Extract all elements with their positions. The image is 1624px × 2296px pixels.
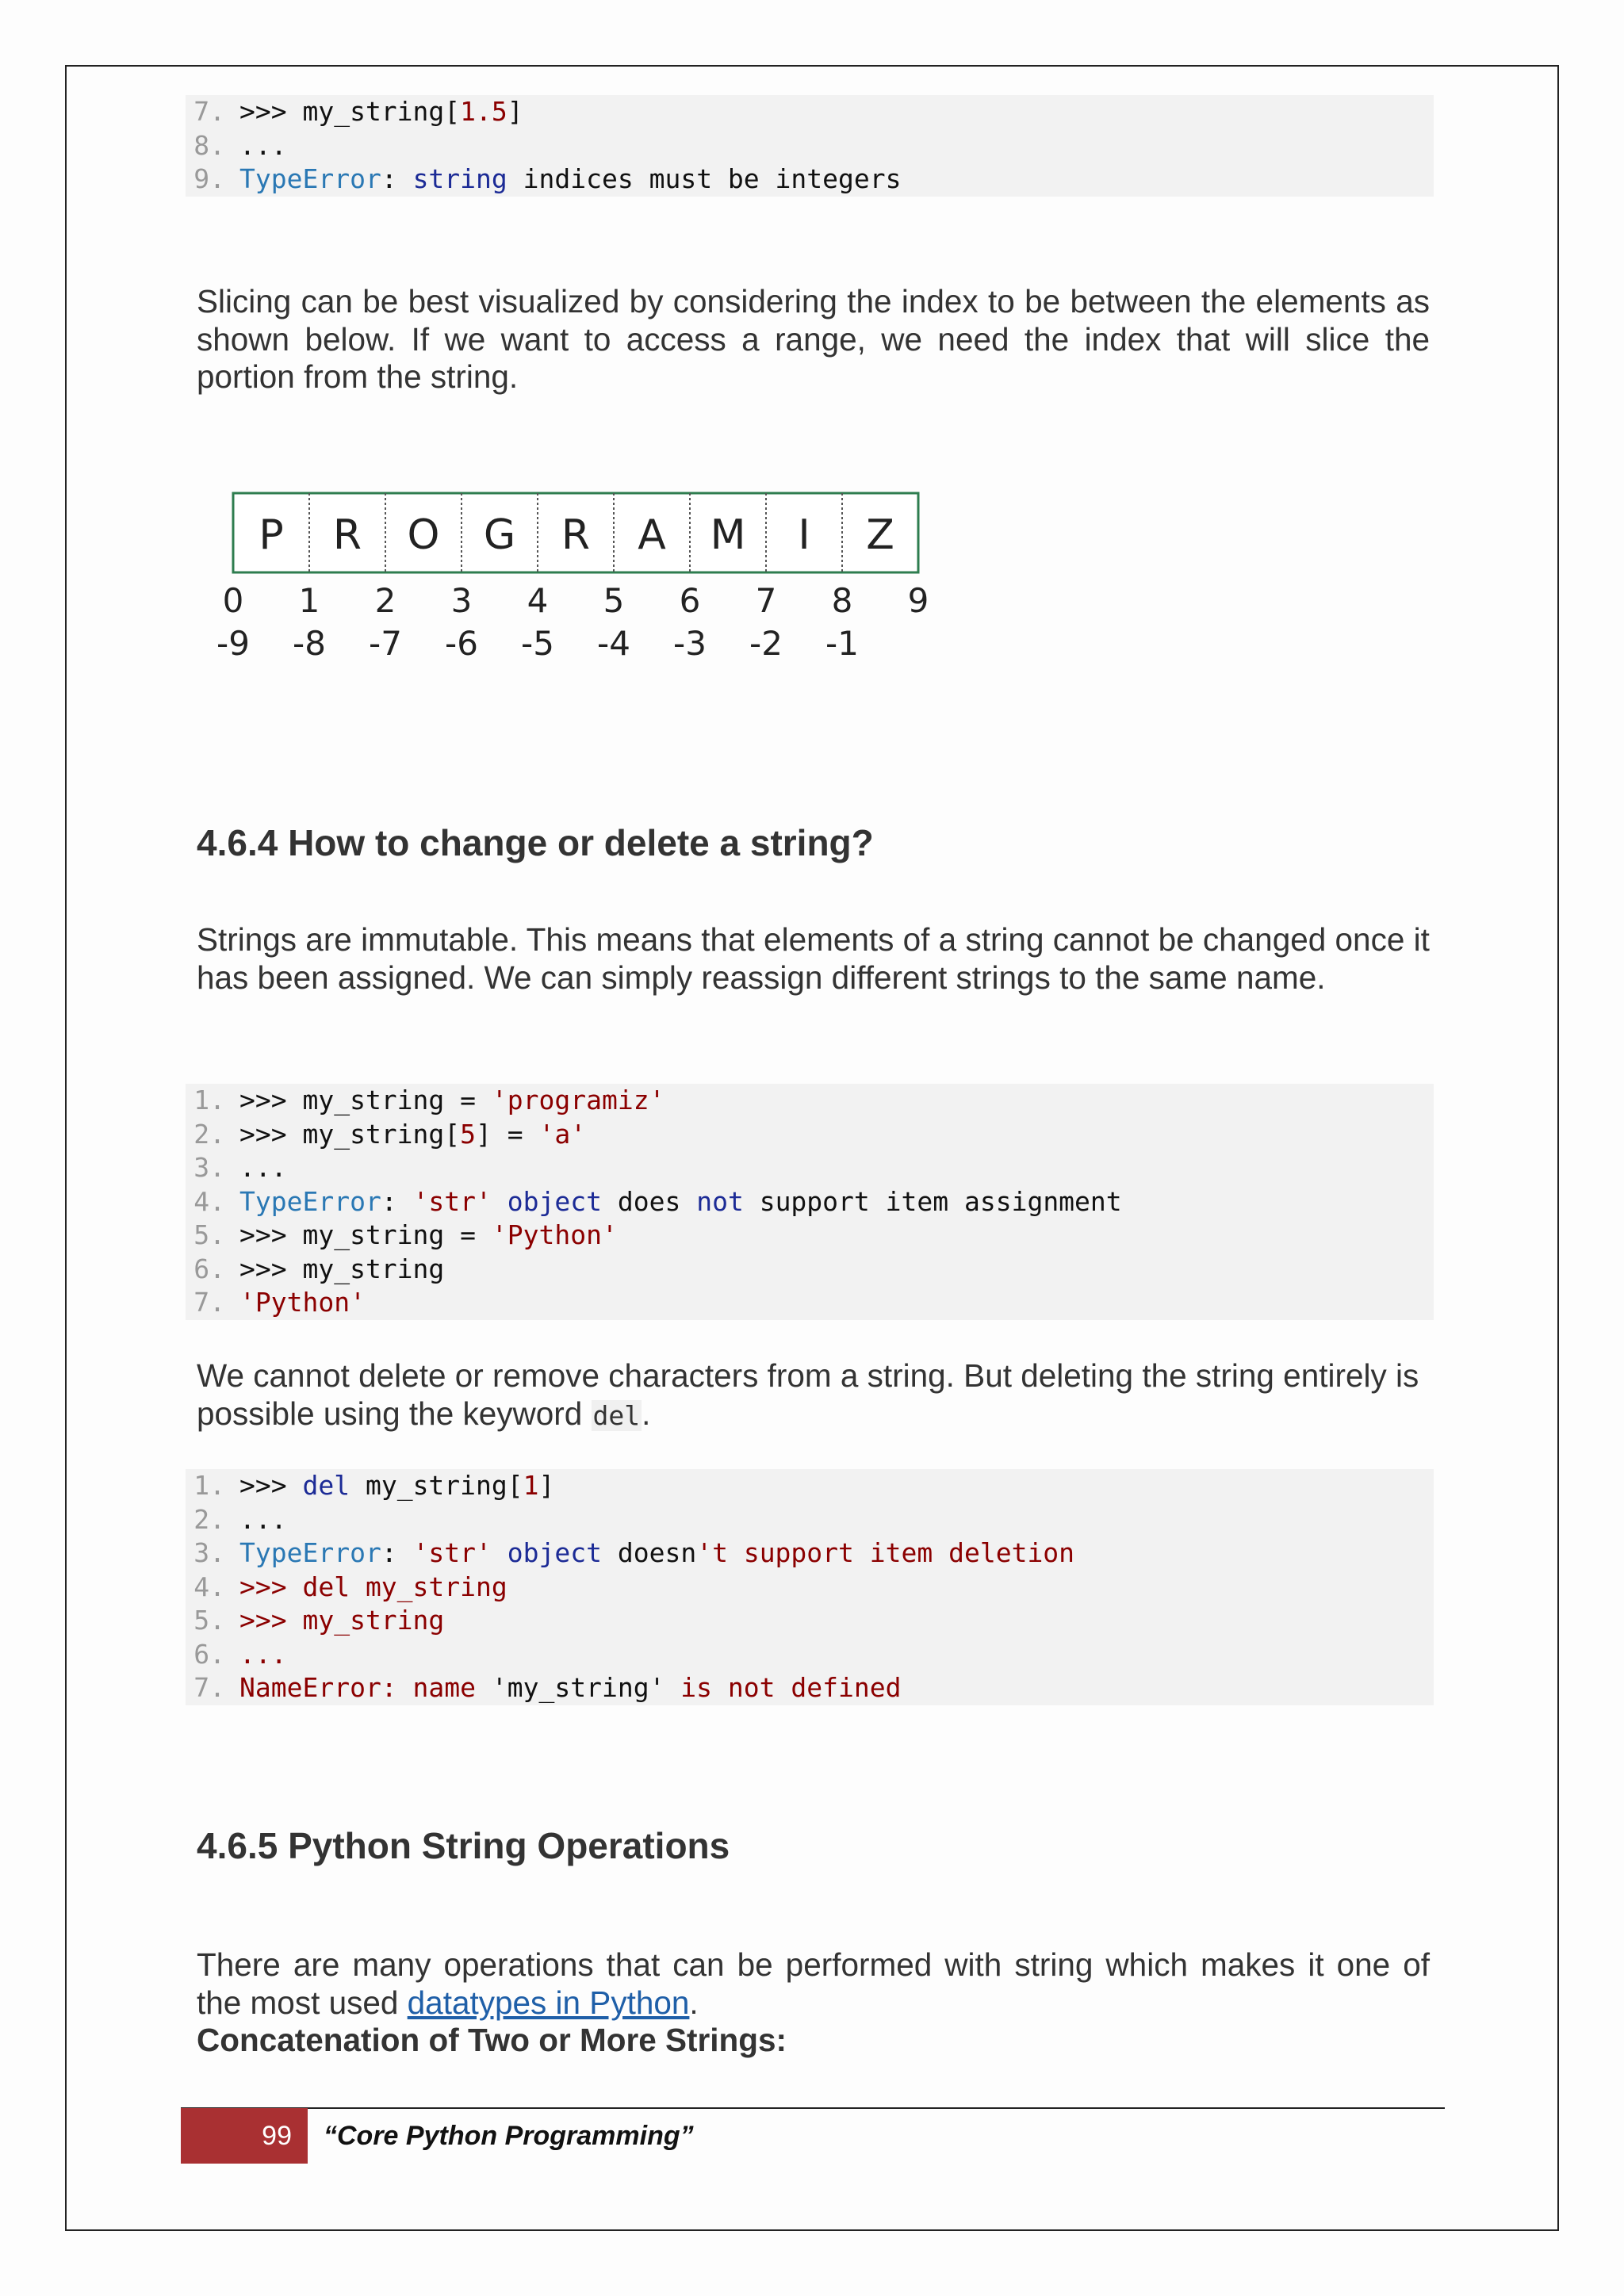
positive-index: 5 [603, 581, 625, 620]
code-token [492, 1186, 508, 1217]
code-line [186, 1084, 1434, 1118]
positive-index: 2 [374, 581, 396, 620]
code-line [186, 1536, 1434, 1571]
negative-index: -1 [825, 624, 859, 663]
negative-index: -9 [216, 624, 250, 663]
paragraph-immutable: Strings are immutable. This means that elements of a string cannot be changed once it has been assigned. We can simply reassign different strings to the same name. [197, 921, 1430, 996]
diagram-letter: A [638, 511, 666, 559]
code-token: 1 [523, 1470, 539, 1501]
code-line [186, 129, 1434, 163]
diagram-letter: G [483, 511, 516, 559]
line-number: 5. [193, 1605, 225, 1636]
diagram-letter: P [259, 511, 284, 559]
code-token: 'Python' [239, 1287, 366, 1318]
code-token: >>> [239, 1470, 303, 1501]
code-text [239, 1536, 1074, 1571]
paragraph-operations-end: . [689, 1984, 699, 2021]
code-token: 'str' [412, 1185, 492, 1217]
code-token: >>> my_string = [239, 1219, 492, 1250]
code-text [239, 1185, 1122, 1219]
line-number: 6. [193, 1253, 225, 1284]
line-number: 7. [193, 1672, 225, 1703]
code-token: : [381, 163, 413, 194]
negative-index: -8 [293, 624, 326, 663]
code-token: 'str' [412, 1537, 492, 1568]
line-number: 1. [193, 1470, 225, 1501]
code-line [186, 1151, 1434, 1185]
code-token: ... [239, 1152, 287, 1183]
code-block-index-error [186, 95, 1434, 197]
code-line [186, 1253, 1434, 1287]
positive-index: 9 [907, 581, 929, 620]
inline-code-del: del [592, 1399, 641, 1431]
positive-index: 4 [527, 581, 549, 620]
diagram-letter: Z [866, 511, 894, 559]
code-token: my_string[ [350, 1470, 523, 1501]
code-text [239, 163, 901, 197]
negative-index: -7 [369, 624, 402, 663]
negative-index: -4 [597, 624, 630, 663]
code-line [186, 95, 1434, 129]
paragraph-delete-text: We cannot delete or remove characters from a string. But deleting the string entirely is possible using the keyword [197, 1357, 1419, 1432]
code-token: NameError: name [239, 1672, 492, 1703]
code-text [239, 129, 287, 163]
code-line [186, 1671, 1434, 1705]
code-token: ] = [476, 1118, 539, 1150]
code-token: >>> my_string[ [239, 96, 461, 127]
negative-index: -2 [749, 624, 783, 663]
positive-index: 3 [450, 581, 473, 620]
code-line [186, 1286, 1434, 1320]
diagram-letter: O [407, 511, 440, 559]
code-token: object [507, 1185, 602, 1217]
code-token: 't support item deletion [696, 1537, 1075, 1568]
code-token: ] [507, 96, 523, 127]
line-number: 8. [193, 129, 225, 161]
line-number: 7. [193, 1287, 225, 1318]
code-token: support item assignment [743, 1185, 1122, 1217]
code-line [186, 1219, 1434, 1253]
code-token: TypeError [239, 1185, 381, 1217]
code-token: ... [239, 1503, 287, 1535]
paragraph-delete [197, 1357, 1430, 1434]
diagram-letter: I [798, 511, 810, 559]
code-line [186, 1469, 1434, 1503]
code-token: >>> del my_string [239, 1571, 508, 1602]
code-text [239, 95, 523, 129]
line-number: 6. [193, 1638, 225, 1670]
positive-index: 0 [222, 581, 244, 620]
code-token: >>> my_string [239, 1605, 445, 1636]
code-text [239, 1286, 366, 1320]
code-text [239, 1604, 444, 1638]
code-token: ] [538, 1470, 555, 1501]
code-token: string [412, 163, 508, 194]
diagram-letter: R [561, 511, 591, 559]
code-line [186, 1571, 1434, 1605]
section-heading-4-6-4: 4.6.4 How to change or delete a string? [197, 822, 874, 863]
code-token: 1.5 [460, 96, 508, 127]
code-text [239, 1118, 586, 1152]
paragraph-slicing: Slicing can be best visualized by considering the index to be between the elements as shown below. If we want to access a range, we need the index that will slice the portion from the string. [197, 283, 1430, 395]
paragraph-operations-text: There are many operations that can be performed with string which makes it one of the most used [197, 1946, 1430, 2021]
line-number: 4. [193, 1185, 225, 1217]
code-token: >>> my_string = [239, 1085, 492, 1115]
code-token: not [696, 1185, 744, 1217]
line-number: 1. [193, 1085, 225, 1115]
page-number: 99 [181, 2108, 308, 2164]
code-token: >>> my_string [239, 1253, 445, 1284]
code-line [186, 1638, 1434, 1672]
code-block-reassign [186, 1084, 1434, 1320]
line-number: 9. [193, 163, 225, 194]
paragraph-delete-end: . [642, 1395, 651, 1432]
positive-index: 1 [298, 581, 320, 620]
positive-index: 6 [679, 581, 701, 620]
code-token: does [602, 1185, 697, 1217]
code-token: TypeError [239, 163, 381, 194]
code-token: object [507, 1537, 602, 1568]
code-line [186, 163, 1434, 197]
line-number: 4. [193, 1571, 225, 1602]
diagram-letter: M [710, 511, 746, 559]
code-token: 5 [460, 1118, 477, 1150]
code-token: indices must be integers [507, 163, 902, 194]
code-token [492, 1537, 508, 1568]
string-index-diagram [206, 484, 944, 674]
section-heading-4-6-5: 4.6.5 Python String Operations [197, 1825, 730, 1866]
code-line [186, 1185, 1434, 1219]
line-number: 3. [193, 1152, 225, 1183]
code-token: TypeError [239, 1537, 381, 1568]
line-number: 2. [193, 1118, 225, 1150]
code-token: 'a' [538, 1118, 587, 1150]
line-number: 7. [193, 96, 225, 127]
diagram-letter: R [332, 511, 362, 559]
positive-index: 8 [831, 581, 853, 620]
code-text [239, 1571, 508, 1605]
code-text [239, 1638, 287, 1672]
negative-index: -6 [445, 624, 478, 663]
line-number: 3. [193, 1537, 225, 1568]
code-text [239, 1253, 444, 1287]
paragraph-operations [197, 1946, 1430, 2022]
code-token: del [302, 1470, 350, 1501]
negative-index: -3 [673, 624, 707, 663]
code-token: 'my_string' [491, 1672, 665, 1703]
code-token: 'programiz' [491, 1085, 665, 1115]
code-token: >>> my_string[ [239, 1118, 461, 1150]
code-text [239, 1219, 618, 1253]
line-number: 2. [193, 1503, 225, 1535]
code-token: ... [239, 129, 287, 161]
code-token: doesn [602, 1537, 697, 1568]
code-text [239, 1469, 554, 1503]
code-line [186, 1604, 1434, 1638]
code-token: : [381, 1537, 413, 1568]
code-token: 'Python' [491, 1219, 618, 1250]
code-text [239, 1151, 287, 1185]
concatenation-heading: Concatenation of Two or More Strings: [197, 2022, 787, 2058]
code-block-delete [186, 1469, 1434, 1705]
code-token: is not defined [665, 1672, 902, 1703]
code-token: ... [239, 1638, 287, 1670]
line-number: 5. [193, 1219, 225, 1250]
code-line [186, 1118, 1434, 1152]
code-line [186, 1503, 1434, 1537]
negative-index: -5 [521, 624, 554, 663]
code-token: : [381, 1185, 413, 1217]
code-text [239, 1503, 287, 1537]
code-text [239, 1084, 665, 1118]
positive-index: 7 [755, 581, 777, 620]
book-title: “Core Python Programming” [324, 2121, 694, 2151]
code-text [239, 1671, 901, 1705]
datatypes-link[interactable]: datatypes in Python [407, 1984, 690, 2021]
